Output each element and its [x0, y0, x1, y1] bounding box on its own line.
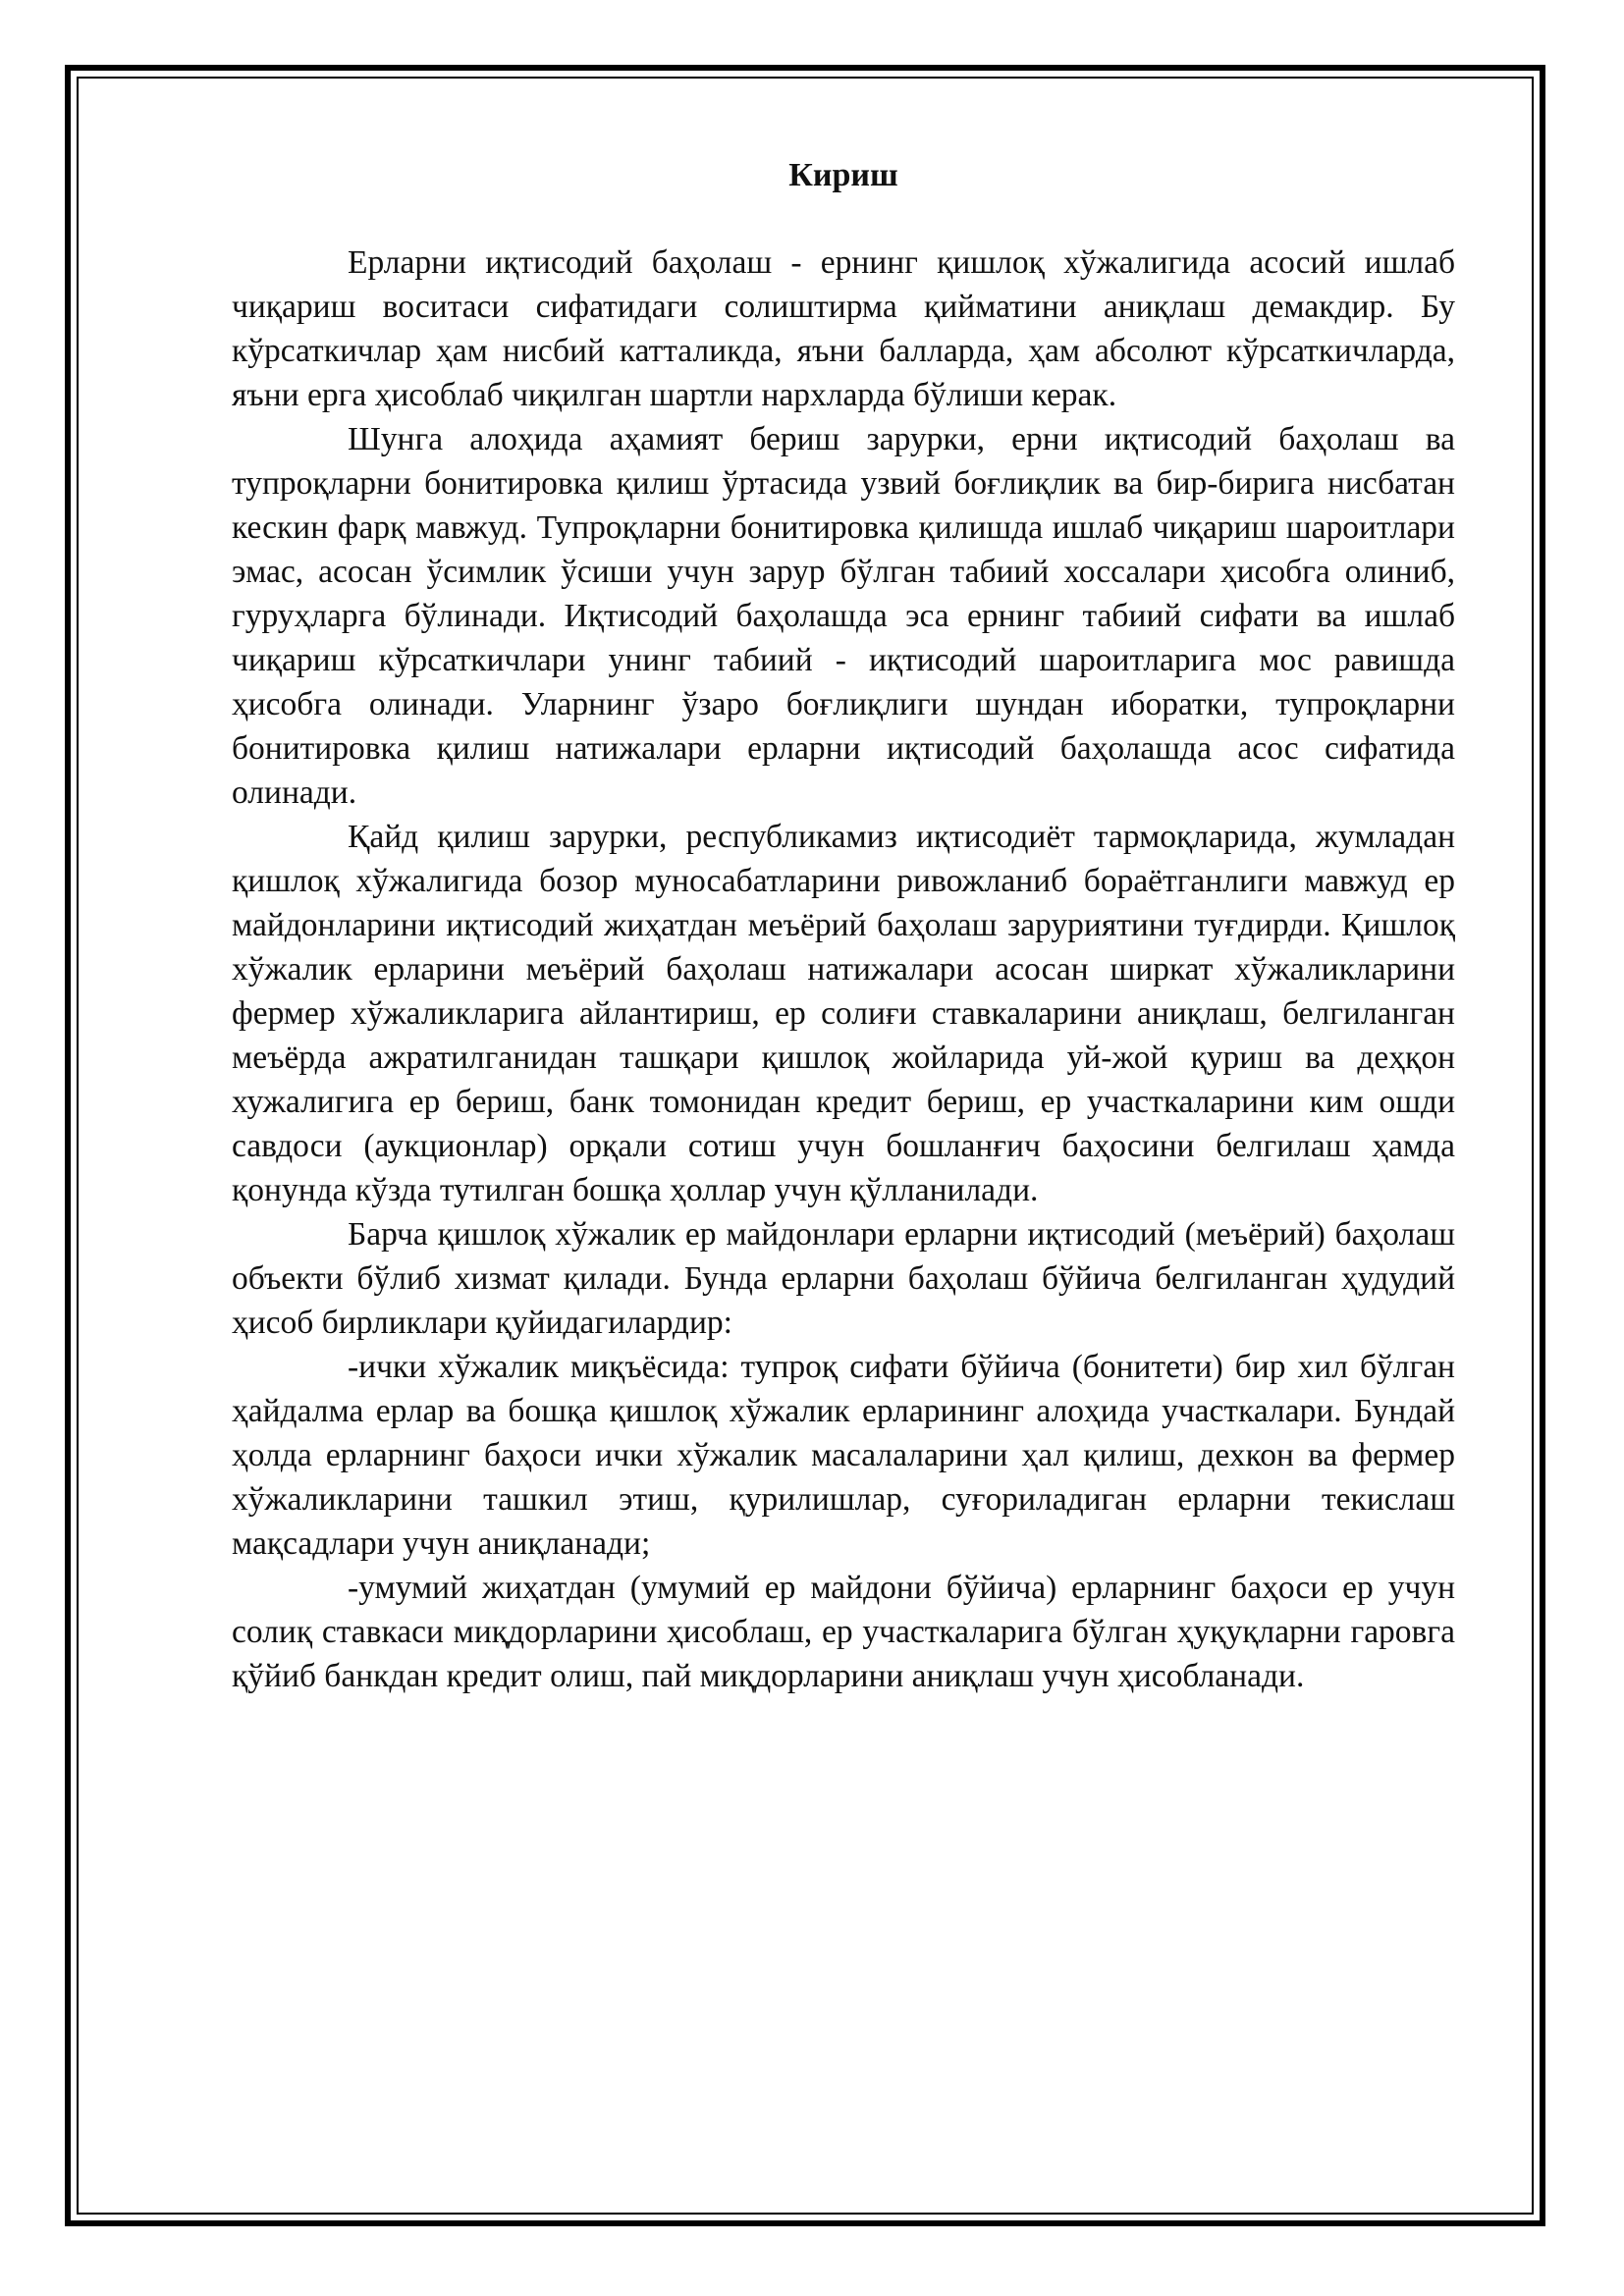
document-body — [232, 153, 1455, 1698]
paragraph: Барча қишлоқ хўжалик ер майдонлари ерларни иқтисодий (меъёрий) баҳолаш объекти бўлиб хизмат қилади. Бунда ерларни баҳолаш бўйича белгиланган ҳудудий ҳисоб бирликлари қуйидагилардир: — [232, 1216, 1455, 1341]
paragraph: -умумий жиҳатдан (умумий ер майдони бўйича) ерларнинг баҳоси ер учун солиқ ставкаси миқдорларини ҳисоблаш, ер участкаларига бўлган ҳуқуқларни гаровга қўйиб банкдан кредит олиш, пай миқдорларини аниқлаш учун ҳисобланади. — [232, 1570, 1455, 1694]
paragraph: Ерларни иқтисодий баҳолаш - ернинг қишлоқ хўжалигида асосий ишлаб чиқариш воситаси сифатидаги солиштирма қийматини аниқлаш демакдир. Бу кўрсаткичлар ҳам нисбий катталикда, яъни балларда, ҳам абсолют кўрсаткичларда, яъни ерга ҳисоблаб чиқилган шартли нархларда бўлиши керак. — [232, 244, 1455, 413]
paragraph: Қайд қилиш зарурки, республикамиз иқтисодиёт тармоқларида, жумладан қишлоқ хўжалигида бозор муносабатларини ривожланиб бораётганлиги мавжуд ер майдонларини иқтисодий жиҳатдан меъёрий баҳолаш заруриятини туғдирди. Қишлоқ хўжалик ерларини меъёрий баҳолаш натижалари асосан ширкат хўжаликларини фермер хўжаликларига айлантириш, ер солиғи ставкаларини аниқлаш, белгиланган меъёрда ажратилганидан ташқари қишлоқ жойларида уй-жой қуриш ва деҳқон хужалигига ер бериш, банк томонидан кредит бериш, ер участкаларини ким ошди савдоси (аукционлар) орқали сотиш учун бошланғич баҳосини белгилаш ҳамда қонунда кўзда тутилган бошқа ҳоллар учун қўлланилади. — [232, 819, 1455, 1208]
paragraph: Шунга алоҳида аҳамият бериш зарурки, ерни иқтисодий баҳолаш ва тупроқларни бонитировка қилиш ўртасида узвий боғлиқлик ва бир-бирига нисбатан кескин фарқ мавжуд. Тупроқларни бонитировка қилишда ишлаб чиқариш шароитлари эмас, асосан ўсимлик ўсиши учун зарур бўлган табиий хоссалари ҳисобга олиниб, гуруҳларга бўлинади. Иқтисодий баҳолашда эса ернинг табиий сифати ва ишлаб чиқариш кўрсаткичлари унинг табиий - иқтисодий шароитларига мос равишда ҳисобга олинади. Уларнинг ўзаро боғлиқлиги шундан иборатки, тупроқларни бонитировка қилиш натижалари ерларни иқтисодий баҳолашда асос сифатида олинади. — [232, 421, 1455, 811]
document-title: Кириш — [788, 157, 898, 193]
paragraph: -ички хўжалик миқъёсида: тупроқ сифати бўйича (бонитети) бир хил бўлган ҳайдалма ерлар ва бошқа қишлоқ хўжалик ерларининг алоҳида участкалари. Бундай ҳолда ерларнинг баҳоси ички хўжалик масалаларини ҳал қилиш, дехкон ва фермер хўжаликларини ташкил этиш, қурилишлар, суғориладиган ерларни текислаш мақсадлари учун аниқланади; — [232, 1349, 1455, 1562]
